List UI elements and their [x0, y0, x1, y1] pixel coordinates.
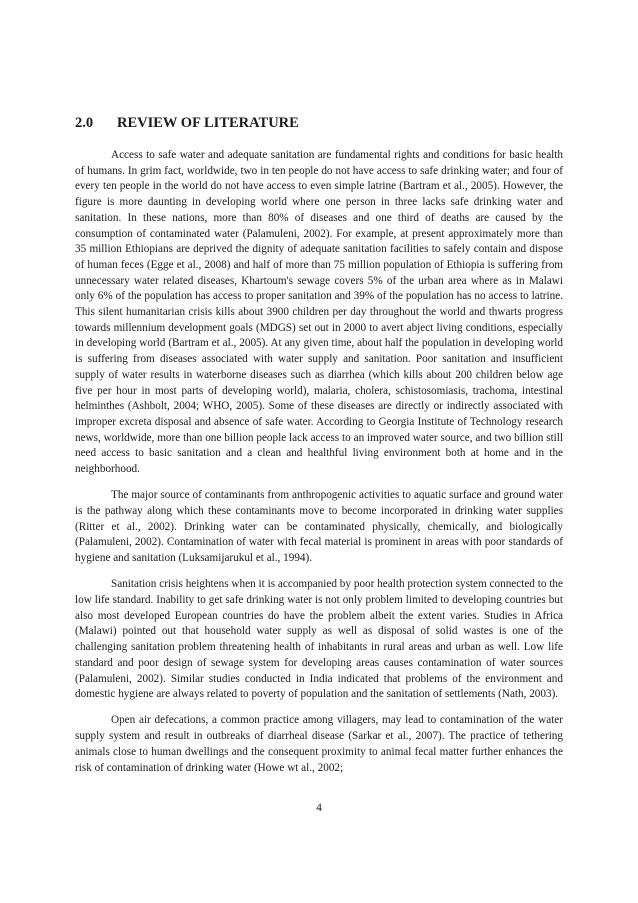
paragraph-1: Access to safe water and adequate sanitation are fundamental rights and conditions for basic health of humans. In grim fact, worldwide, two in ten people do not have access to safe drinking water; and four of every ten people in the world do not have access to even simple latrine (Bartram et al., 2005). However, the figure is more daunting in developing world where one person in three lacks safe drinking water and sanitation. In these nations, more than 80% of diseases and one third of deaths are caused by the consumption of contaminated water (Palamuleni, 2002). For example, at present approximately more than 35 million Ethiopians are deprived the dignity of adequate sanitation facilities to safely contain and dispose of human feces (Egge et al., 2008) and half of more than 75 million population of Ethiopia is suffering from unnecessary water related diseases, Khartoum's sewage covers 5% of the urban area where as in Malawi only 6% of the population has access to proper sanitation and 39% of the population has no access to latrine. This silent humanitarian crisis kills about 3900 children per day throughout the world and thwarts progress towards millennium development goals (MDGS) set out in 2000 to avert abject living conditions, especially in developing world (Bartram et al., 2005). At any given time, about half the population in developing world is suffering from diseases associated with water supply and sanitation. Poor sanitation and insufficient supply of water results in waterborne diseases such as diarrhea (which kills about 200 children below age five per hour in most parts of developing world), malaria, cholera, schistosomiasis, trachoma, intestinal helminthes (Ashbolt, 2004; WHO, 2005). Some of these diseases are directly or indirectly associated with improper excreta disposal and absence of safe water. According to Georgia Institute of Technology research news, worldwide, more than one billion people lack access to an improved water source, and two billion still need access to basic sanitation and a clean and healthful living environment both at home and in the neighborhood.	[75, 149, 563, 476]
paragraph-2: The major source of contaminants from anthropogenic activities to aquatic surface and ground water is the pathway along which these contaminants move to become incorporated in drinking water supplies (Ritter et al., 2002). Drinking water can be contaminated physically, chemically, and biologically (Palamuleni, 2002). Contamination of water with fecal material is prominent in areas with poor standards of hygiene and sanitation (Luksamijarukul et al., 1994).	[75, 489, 563, 565]
section-heading	[75, 115, 565, 132]
section-number: 2.0	[75, 115, 94, 131]
paragraph-3: Sanitation crisis heightens when it is accompanied by poor health protection system connected to the low life standard. Inability to get safe drinking water is not only problem limited to developing countries but also most developed European countries do have the problem albeit the extent varies. Studies in Africa (Malawi) pointed out that household water supply as well as disposal of solid wastes is one of the challenging sanitation problem threatening health of inhabitants in rural areas and urban as well. Low life standard and poor design of sewage system for developing areas causes contamination of water sources (Palamuleni, 2002). Similar studies conducted in India indicated that problems of the environment and domestic hygiene are always related to poverty of population and the sanitation of settlements (Nath, 2003).	[75, 578, 563, 701]
page-number: 4	[316, 802, 322, 814]
section-title: REVIEW OF LITERATURE	[117, 115, 299, 131]
paragraph-4: Open air defecations, a common practice among villagers, may lead to contamination of the water supply system and result in outbreaks of diarrheal disease (Sarkar et al., 2007). The practice of tethering animals close to human dwellings and the consequent proximity to animal fecal matter further enhances the risk of contamination of drinking water (Howe wt al., 2002;	[75, 714, 563, 774]
body-text	[75, 148, 563, 787]
